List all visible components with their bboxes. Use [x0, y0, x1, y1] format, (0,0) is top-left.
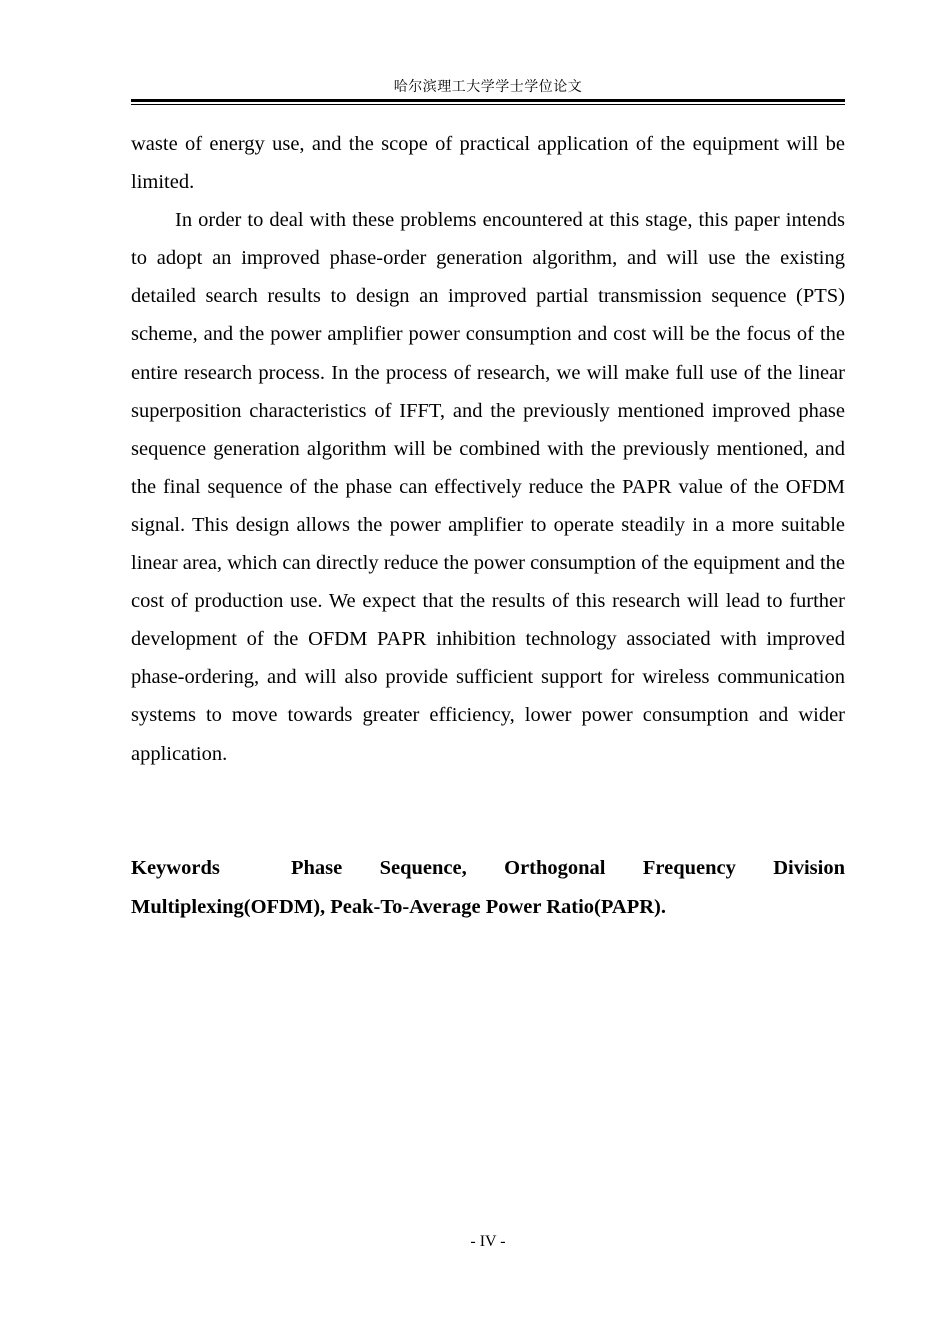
keywords-label: Keywords [131, 857, 220, 879]
header-rule-thick [131, 99, 845, 102]
page-number: - IV - [470, 1233, 506, 1250]
keywords-section [131, 849, 845, 927]
body-text [131, 125, 845, 773]
paragraph-continued: waste of energy use, and the scope of practical application of the equipment will be limited. [131, 133, 845, 194]
header-rule-thin [131, 104, 845, 105]
paragraph-main: In order to deal with these problems encountered at this stage, this paper intends to adopt an improved phase-order generation algorithm, and will use the existing detailed search results to design an improved partial transmission sequence (PTS) scheme, and the power amplifier power consumption and cost will be the focus of the entire research process. In the process of research, we will make full use of the linear superposition characteristics of IFFT, and the previously mentioned improved phase sequence generation algorithm will be combined with the previously mentioned, and the final sequence of the phase can effectively reduce the PAPR value of the OFDM signal. This design allows the power amplifier to operate steadily in a more suitable linear area, which can directly reduce the power consumption of the equipment and the cost of production use. We expect that the results of this research will lead to further development of the OFDM PAPR inhibition technology associated with improved phase-ordering, and will also provide sufficient support for wireless communication systems to move towards greater efficiency, lower power consumption and wider application. [131, 209, 845, 765]
running-header: 哈尔滨理工大学学士学位论文 [393, 80, 583, 95]
keywords-text: Phase Sequence, Orthogonal Frequency Division Multiplexing(OFDM), Peak-To-Average Power Ratio(PAPR). [131, 857, 845, 918]
